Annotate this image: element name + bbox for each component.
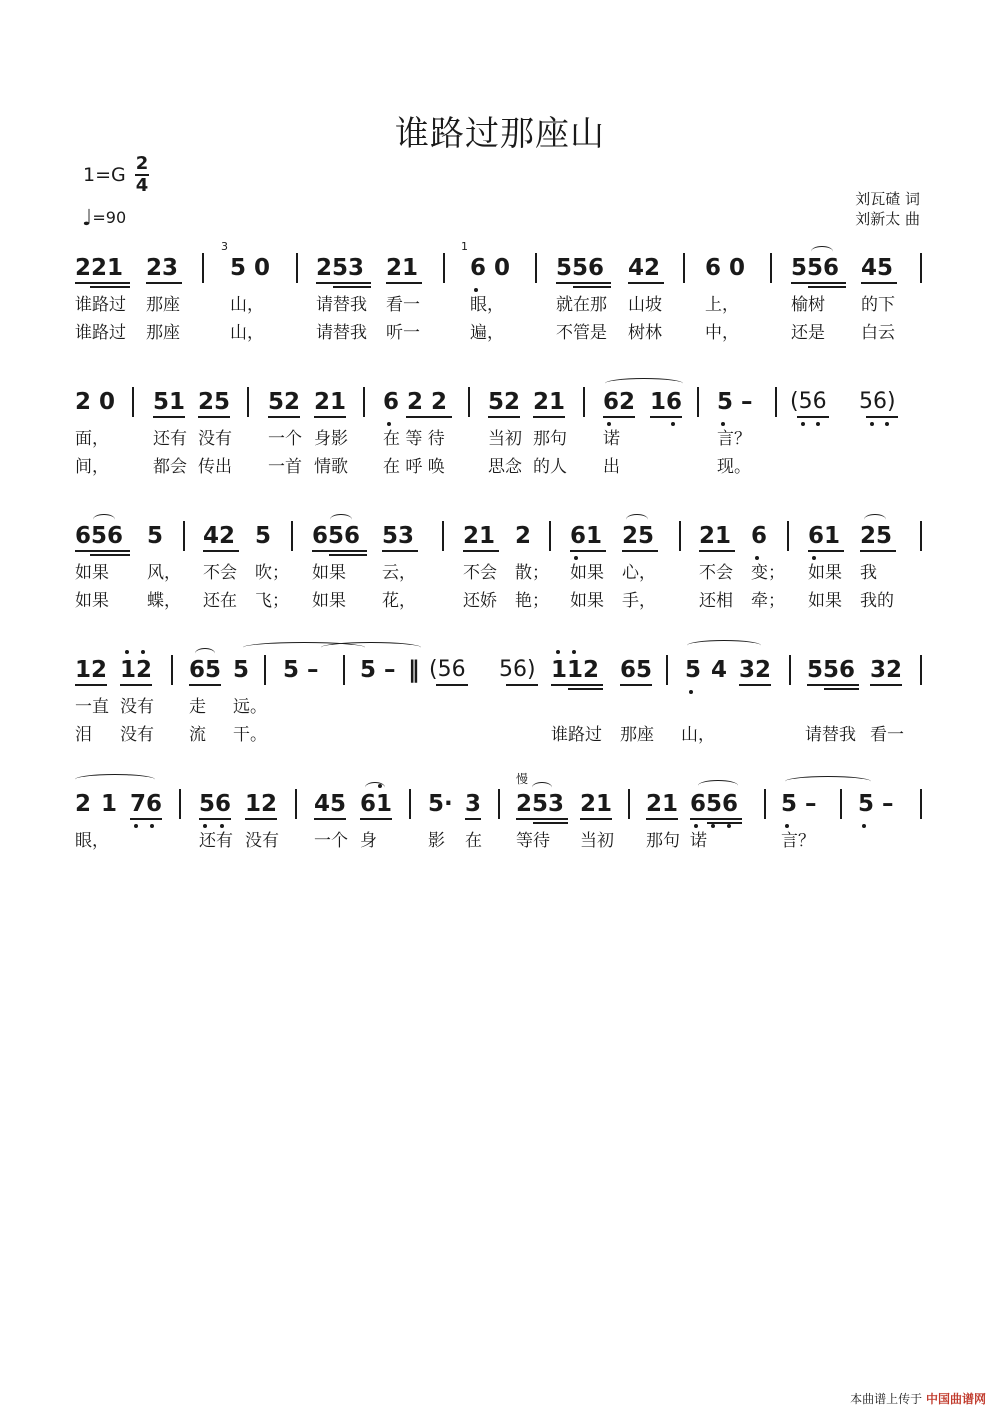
lyric: 身: [360, 831, 377, 851]
bar-line: [171, 655, 173, 685]
note-group: 65: [620, 657, 653, 683]
lyric: 谁路过: [75, 295, 126, 315]
grace-note: 1: [461, 240, 468, 253]
note-group: 23: [146, 255, 179, 281]
note-group: (56: [790, 389, 827, 414]
lyric: 不管是: [556, 323, 607, 343]
bar-line: [583, 387, 585, 417]
lyric: 风，: [147, 563, 181, 583]
note-group: (56: [429, 657, 466, 682]
note-group: 21: [386, 255, 419, 281]
lyric: 树林: [628, 323, 662, 343]
note-group: 21: [533, 389, 566, 415]
lyric: 谁路过: [75, 323, 126, 343]
note-group: 53: [382, 523, 415, 549]
lyric: 没有: [245, 831, 279, 851]
note-group: 45: [861, 255, 894, 281]
lyric: 诺: [603, 429, 620, 449]
bar-line: [679, 521, 681, 551]
lyric: 言？: [717, 429, 751, 449]
lyric: 如果: [75, 563, 109, 583]
note-group: 5 –: [858, 791, 894, 817]
note-group: 61: [570, 523, 603, 549]
lyric: 还有: [153, 429, 187, 449]
lyric: 就在那: [556, 295, 607, 315]
lyric: 一首: [268, 457, 302, 477]
note-group: 656: [690, 791, 739, 817]
note-group: 2 0: [75, 389, 116, 415]
lyrics-line-4a: [75, 696, 925, 718]
note-group: 16: [650, 389, 683, 415]
lyrics-line-5: [75, 830, 925, 852]
note-group: 2: [515, 523, 532, 549]
notation-line-5: [75, 790, 925, 818]
note-group: 112: [551, 657, 600, 683]
footer-text: 本曲谱上传于: [850, 1392, 923, 1406]
lyric: 没有: [120, 697, 154, 717]
tempo-mark: [82, 206, 126, 231]
lyric: 如果: [570, 591, 604, 611]
lyrics-line-2a: [75, 428, 925, 450]
lyric: 那座: [146, 323, 180, 343]
note-group: 6 2 2: [383, 389, 448, 415]
note-group: 56): [499, 657, 536, 682]
bar-line: [920, 253, 922, 283]
lyric: 山，: [230, 295, 264, 315]
bar-line: [183, 521, 185, 551]
lyric: 诺: [690, 831, 707, 851]
lyrics-line-3a: [75, 562, 925, 584]
lyricist-credit: 刘瓦碴 词: [855, 190, 920, 208]
grace-note: 3: [221, 240, 228, 253]
bar-line: [343, 655, 345, 685]
note-group: 656: [312, 523, 361, 549]
lyric: 在 呼 唤: [383, 457, 445, 477]
lyric: 请替我: [316, 323, 367, 343]
bar-line: [840, 789, 842, 819]
note-group: 32: [739, 657, 772, 683]
lyric: 如果: [808, 591, 842, 611]
lyric: 出: [603, 457, 620, 477]
bar-line: [468, 387, 470, 417]
lyric: 在 等 待: [383, 429, 445, 449]
lyric: 不会: [203, 563, 237, 583]
lyric: 山，: [681, 725, 715, 745]
lyric: 一个: [268, 429, 302, 449]
bar-line: [666, 655, 668, 685]
note-group: 253: [316, 255, 365, 281]
note-group: 42: [203, 523, 236, 549]
lyric: 还娇: [463, 591, 497, 611]
bar-line: [920, 655, 922, 685]
bar-line: [697, 387, 699, 417]
tempo-change-mark: 慢: [516, 772, 529, 786]
lyrics-line-3b: [75, 590, 925, 612]
note-group: 221: [75, 255, 124, 281]
note-group: 12: [120, 657, 153, 683]
lyrics-line-2b: [75, 456, 925, 478]
lyric: 情歌: [314, 457, 348, 477]
bar-line: [549, 521, 551, 551]
lyric: 那句: [533, 429, 567, 449]
lyric: 谁路过: [551, 725, 602, 745]
lyric: 牵；: [751, 591, 785, 611]
composer-credit: 刘新太 曲: [855, 210, 920, 228]
lyric: 走: [189, 697, 206, 717]
note-group: 253: [516, 791, 565, 817]
note-group: 5: [233, 657, 250, 683]
lyric: 的下: [861, 295, 895, 315]
note-group: 1: [101, 791, 118, 817]
lyric: 变；: [751, 563, 785, 583]
lyric: 上，: [705, 295, 739, 315]
lyric: 手，: [622, 591, 656, 611]
lyric: 不会: [463, 563, 497, 583]
bar-line: [264, 655, 266, 685]
note-group: 5·: [428, 791, 453, 817]
note-group: 25: [860, 523, 893, 549]
lyric: 没有: [120, 725, 154, 745]
key-signature: 1=G: [83, 164, 126, 186]
time-signature-upper: 2: [135, 153, 149, 174]
lyric: 白云: [861, 323, 895, 343]
note-group: 12: [245, 791, 278, 817]
bar-line: [409, 789, 411, 819]
note-group: 51: [153, 389, 186, 415]
note-group: 556: [556, 255, 605, 281]
lyric: 我: [860, 563, 877, 583]
lyric: 眼，: [470, 295, 504, 315]
lyric: 看一: [870, 725, 904, 745]
lyric: 花，: [382, 591, 416, 611]
bar-line: [443, 253, 445, 283]
bar-line: [787, 521, 789, 551]
lyric: 如果: [312, 563, 346, 583]
note-group: 61: [360, 791, 393, 817]
bar-line: [498, 789, 500, 819]
lyric: 遍，: [470, 323, 504, 343]
note-group: 3: [465, 791, 482, 817]
note-group: 5 –: [717, 389, 753, 415]
lyric: 那座: [146, 295, 180, 315]
lyric: 没有: [198, 429, 232, 449]
lyric: 泪: [75, 725, 92, 745]
lyric: 山，: [230, 323, 264, 343]
note-group: 62: [603, 389, 636, 415]
lyric: 如果: [808, 563, 842, 583]
note-group: 5: [147, 523, 164, 549]
lyric: 间，: [75, 457, 109, 477]
lyrics-line-4b: [75, 724, 925, 746]
note-group: 61: [808, 523, 841, 549]
lyric: 思念: [488, 457, 522, 477]
lyric: 言？: [781, 831, 815, 851]
note-group: 52: [488, 389, 521, 415]
lyric: 山坡: [628, 295, 662, 315]
notation-line-4: [75, 656, 925, 684]
lyric: 眼，: [75, 831, 109, 851]
lyric: 还有: [199, 831, 233, 851]
bar-line: [442, 521, 444, 551]
note-group: 4: [711, 657, 728, 683]
note-group: 656: [75, 523, 124, 549]
lyric: 当初: [580, 831, 614, 851]
note-group: 65: [189, 657, 222, 683]
note-group: 12: [75, 657, 108, 683]
note-group: 556: [807, 657, 856, 683]
lyric: 在: [465, 831, 482, 851]
note-group: 45: [314, 791, 347, 817]
lyric: 心，: [622, 563, 656, 583]
notation-line-2: [75, 388, 925, 416]
lyric: 不会: [699, 563, 733, 583]
note-group: 56): [859, 389, 896, 414]
song-title: 谁路过那座山: [395, 114, 605, 154]
lyric: 艳；: [515, 591, 549, 611]
bar-line: [291, 521, 293, 551]
note-group: 21: [580, 791, 613, 817]
lyric: 传出: [198, 457, 232, 477]
notation-line-1: [75, 240, 925, 282]
notation-line-3: [75, 522, 925, 550]
lyric: 榆树: [791, 295, 825, 315]
note-group: 5: [255, 523, 272, 549]
note-group: 5: [685, 657, 702, 683]
lyric: 请替我: [805, 725, 856, 745]
lyric: 那句: [646, 831, 680, 851]
bar-line: [179, 789, 181, 819]
bar-line: [132, 387, 134, 417]
lyric: 那座: [620, 725, 654, 745]
footer-credit: [850, 1390, 986, 1407]
note-group: 25: [622, 523, 655, 549]
lyric: 远。: [233, 697, 267, 717]
note-group: 6 0: [470, 255, 511, 281]
note-group: 5 –: [360, 657, 396, 683]
lyric: 如果: [570, 563, 604, 583]
note-group: 6: [751, 523, 768, 549]
note-group: 556: [791, 255, 840, 281]
time-signature: [134, 154, 150, 196]
note-group: 5 –: [781, 791, 817, 817]
note-group: 21: [314, 389, 347, 415]
lyric: 看一: [386, 295, 420, 315]
lyrics-line-1b: [75, 322, 925, 344]
bar-line: [789, 655, 791, 685]
lyric: 还相: [699, 591, 733, 611]
note-group: 42: [628, 255, 661, 281]
bar-line: [920, 521, 922, 551]
lyric: 云，: [382, 563, 416, 583]
lyric: 吹；: [255, 563, 289, 583]
lyric: 面，: [75, 429, 109, 449]
lyric: 一个: [314, 831, 348, 851]
lyric: 的人: [533, 457, 567, 477]
bar-line: [295, 789, 297, 819]
bar-line: [247, 387, 249, 417]
lyric: 请替我: [316, 295, 367, 315]
lyric: 一直: [75, 697, 109, 717]
quarter-note-icon: ♩: [82, 206, 93, 231]
lyric: 还是: [791, 323, 825, 343]
lyric: 蝶，: [147, 591, 181, 611]
lyric: 都会: [153, 457, 187, 477]
lyric: 流: [189, 725, 206, 745]
lyric: 飞；: [255, 591, 289, 611]
note-group: 25: [198, 389, 231, 415]
bar-line: [535, 253, 537, 283]
lyric: 如果: [75, 591, 109, 611]
lyric: 如果: [312, 591, 346, 611]
lyric: 还在: [203, 591, 237, 611]
bar-line: [920, 789, 922, 819]
site-logo[interactable]: 中国曲谱网: [925, 1392, 986, 1406]
bar-line: [296, 253, 298, 283]
bar-line: [363, 387, 365, 417]
note-group: 5 0: [230, 255, 271, 281]
bar-line: [683, 253, 685, 283]
lyric: 我的: [860, 591, 894, 611]
tempo-value: =90: [92, 208, 127, 227]
lyric: 当初: [488, 429, 522, 449]
bar-line: [202, 253, 204, 283]
note-group: 56: [199, 791, 232, 817]
bar-line: [764, 789, 766, 819]
note-group: 76: [130, 791, 163, 817]
lyric: 身影: [314, 429, 348, 449]
note-group: 6 0: [705, 255, 746, 281]
lyrics-line-1a: [75, 294, 925, 316]
lyric: 中，: [705, 323, 739, 343]
time-signature-lower: 4: [135, 175, 149, 196]
note-group: 5 –: [283, 657, 319, 683]
lyric: 影: [428, 831, 445, 851]
note-group: 21: [646, 791, 679, 817]
bar-line: [770, 253, 772, 283]
note-group: 32: [870, 657, 903, 683]
bar-line: [775, 387, 777, 417]
lyric: 等待: [516, 831, 550, 851]
note-group: 21: [699, 523, 732, 549]
lyric: 听一: [386, 323, 420, 343]
lyric: 散；: [515, 563, 549, 583]
note-group: ‖: [408, 657, 420, 683]
lyric: 现。: [717, 457, 751, 477]
lyric: 干。: [233, 725, 267, 745]
note-group: 21: [463, 523, 496, 549]
note-group: 52: [268, 389, 301, 415]
note-group: 2: [75, 791, 92, 817]
bar-line: [628, 789, 630, 819]
